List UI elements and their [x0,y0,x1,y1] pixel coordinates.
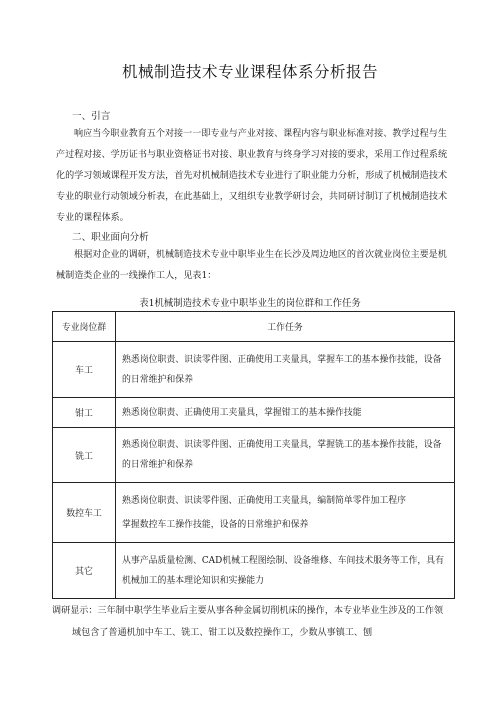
task-line: 的日常维护和保养 [122,460,193,470]
note-line: 域包含了普通机加中车工、铣工、钳工以及数控操作工，少数从事镇工、刨 [72,628,373,638]
survey-note [52,600,462,644]
paragraph-line: 根据对企业的调研，机械制造技术专业中职毕业生在长沙及周边地区的首次就业岗位主要是机 [74,250,447,260]
section2-heading: 二、职业面向分析 [72,232,149,243]
header-post: 专业岗位群 [53,312,116,342]
note-line: 调研显示：三年制中职学生毕业后主要从事各种金属切削机床的操作，本专业毕业生涉及的工作领 [52,606,444,616]
table-row [53,543,455,599]
task-cell [116,428,455,483]
post-cell: 铣工 [53,428,116,483]
section2-paragraph [56,245,448,287]
paragraph-line: 专业的课程体系。 [56,213,129,223]
table-row [53,483,455,543]
section1-paragraph [56,124,448,229]
paragraph-line: 产过程对接、学历证书与职业资格证书对接、职业教育与终身学习对接的要求，采用工作过程系统 [56,150,448,160]
table-header-row [53,312,455,342]
task-cell [116,342,455,398]
table-caption: 表1机械制造技术专业中职毕业生的岗位群和工作任务 [139,298,361,309]
post-cell: 数控车工 [53,483,116,543]
task-line: 熟悉岗位职责、识读零件图、正确使用工夹量具，编制简单零件加工程序 [122,495,406,506]
task-line: 熟悉岗位职责、识读零件图、正确使用工夹量具，掌握车工的基本操作技能，设备 [122,354,442,365]
paragraph-line: 化的学习领域课程开发方法，首先对机械制造技术专业进行了职业能力分析，形成了机械制造技术 [56,171,448,181]
task-cell [116,543,455,599]
paragraph-line: 械制造类企业的一线操作工人，见表1： [56,271,217,281]
task-cell [116,398,455,428]
task-line: 从事产品质量检测、CAD机械工程图绘制、设备维修、车间技术服务等工作，具有 [122,555,445,566]
post-cell: 车工 [53,342,116,398]
task-line: 熟悉岗位职责、识读零件图、正确使用工夹量具，掌握铣工的基本操作技能，设备 [122,440,442,450]
section1-heading: 一、引言 [72,111,111,122]
paragraph-line: 专业的职业行动领域分析表，在此基础上，又组织专业教学研讨会，共同研讨制订了机械制造技术 [56,192,448,202]
task-line: 的日常维护和保养 [122,374,193,385]
table-row [53,342,455,398]
table-row [53,398,455,428]
table-row [53,428,455,483]
task-line: 掌握数控车工操作技能，设备的日常维护和保养 [122,519,309,530]
header-task: 工作任务 [116,312,455,342]
task-line: 熟悉岗位职责、正确使用工夹量具，掌握钳工的基本操作技能 [122,407,362,418]
post-cell: 钳工 [53,398,116,428]
task-cell [116,483,455,543]
paragraph-line: 响应当今职业教育五个对接一一即专业与产业对接、课程内容与职业标准对接、教学过程与生 [74,129,447,139]
job-task-table [52,311,455,599]
post-cell: 其它 [53,543,116,599]
document-title: 机械制造技术专业课程体系分析报告 [121,63,378,81]
task-line: 机械加工的基本理论知识和实操能力 [122,575,264,586]
